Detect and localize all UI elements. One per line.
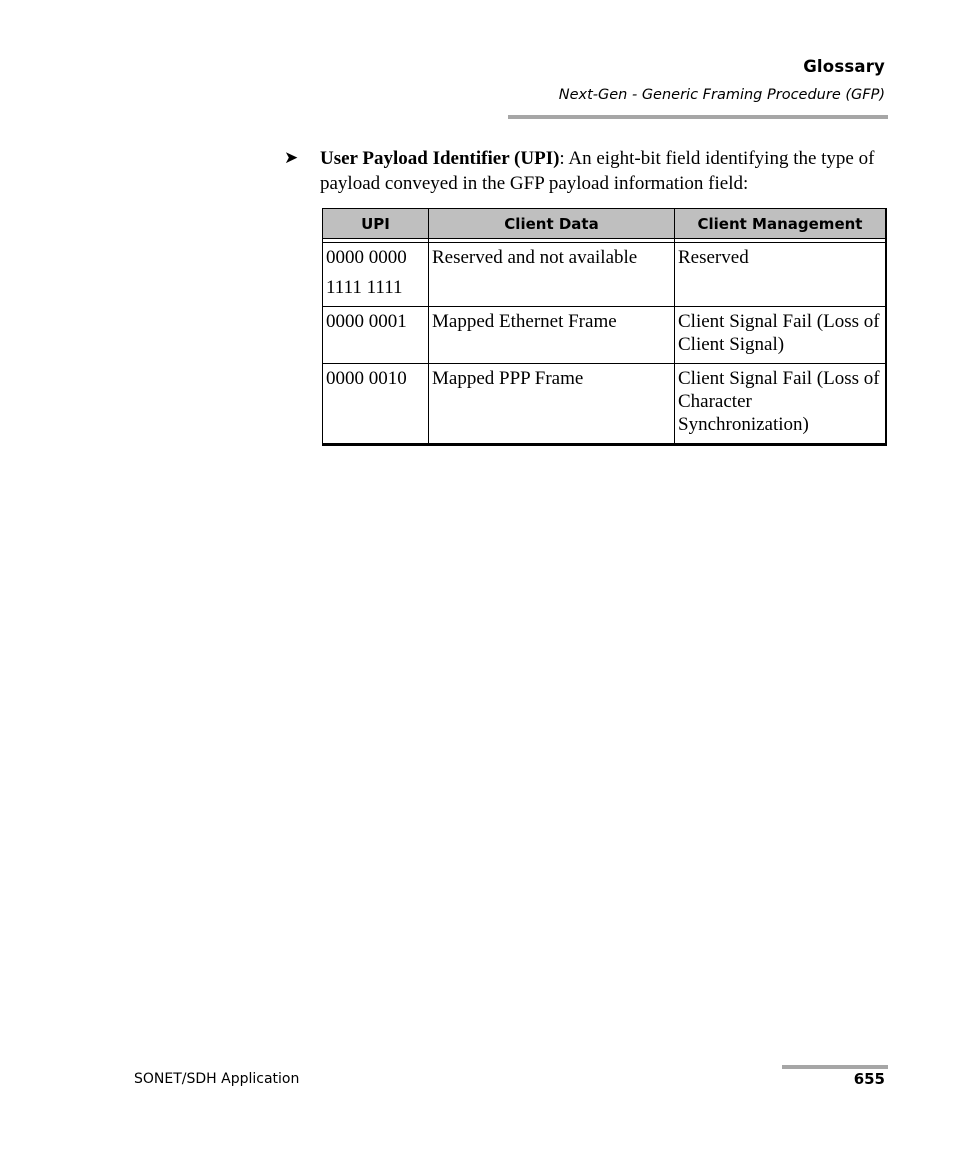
bullet-arrow-icon: ➤ xyxy=(284,148,299,168)
client-data-cell: Reserved and not available xyxy=(429,243,675,307)
header-title: Glossary xyxy=(803,57,885,76)
upi-value: 0000 0000 xyxy=(326,247,407,268)
upi-cell xyxy=(323,243,429,307)
upi-table xyxy=(322,208,887,446)
client-data-cell: Mapped Ethernet Frame xyxy=(429,307,675,364)
page-number: 655 xyxy=(853,1070,885,1088)
upi-value-2: 1111 1111 xyxy=(326,277,403,298)
header-client-data: Client Data xyxy=(429,209,675,239)
table-row xyxy=(323,364,887,445)
client-management-cell: Reserved xyxy=(675,243,887,307)
upi-cell: 0000 0001 xyxy=(323,307,429,364)
bullet-description: : An eight-bit field identifying the type of payload conveyed in the GFP payload information field: xyxy=(320,148,875,194)
upi-cell: 0000 0010 xyxy=(323,364,429,445)
client-data-cell: Mapped PPP Frame xyxy=(429,364,675,445)
table-header-row xyxy=(323,209,887,239)
bullet-term: User Payload Identifier (UPI) xyxy=(320,148,560,169)
client-management-cell: Client Signal Fail (Loss of Character Synchronization) xyxy=(675,364,887,445)
table-row xyxy=(323,307,887,364)
header-client-management: Client Management xyxy=(675,209,887,239)
header-rule xyxy=(508,115,888,119)
client-management-cell: Client Signal Fail (Loss of Client Signal) xyxy=(675,307,887,364)
footer-rule xyxy=(782,1065,888,1069)
footer-section-title: SONET/SDH Application xyxy=(134,1071,300,1087)
header-upi: UPI xyxy=(323,209,429,239)
bullet-paragraph xyxy=(320,146,880,196)
header-subtitle: Next-Gen - Generic Framing Procedure (GFP) xyxy=(558,87,885,103)
table-row xyxy=(323,243,887,307)
